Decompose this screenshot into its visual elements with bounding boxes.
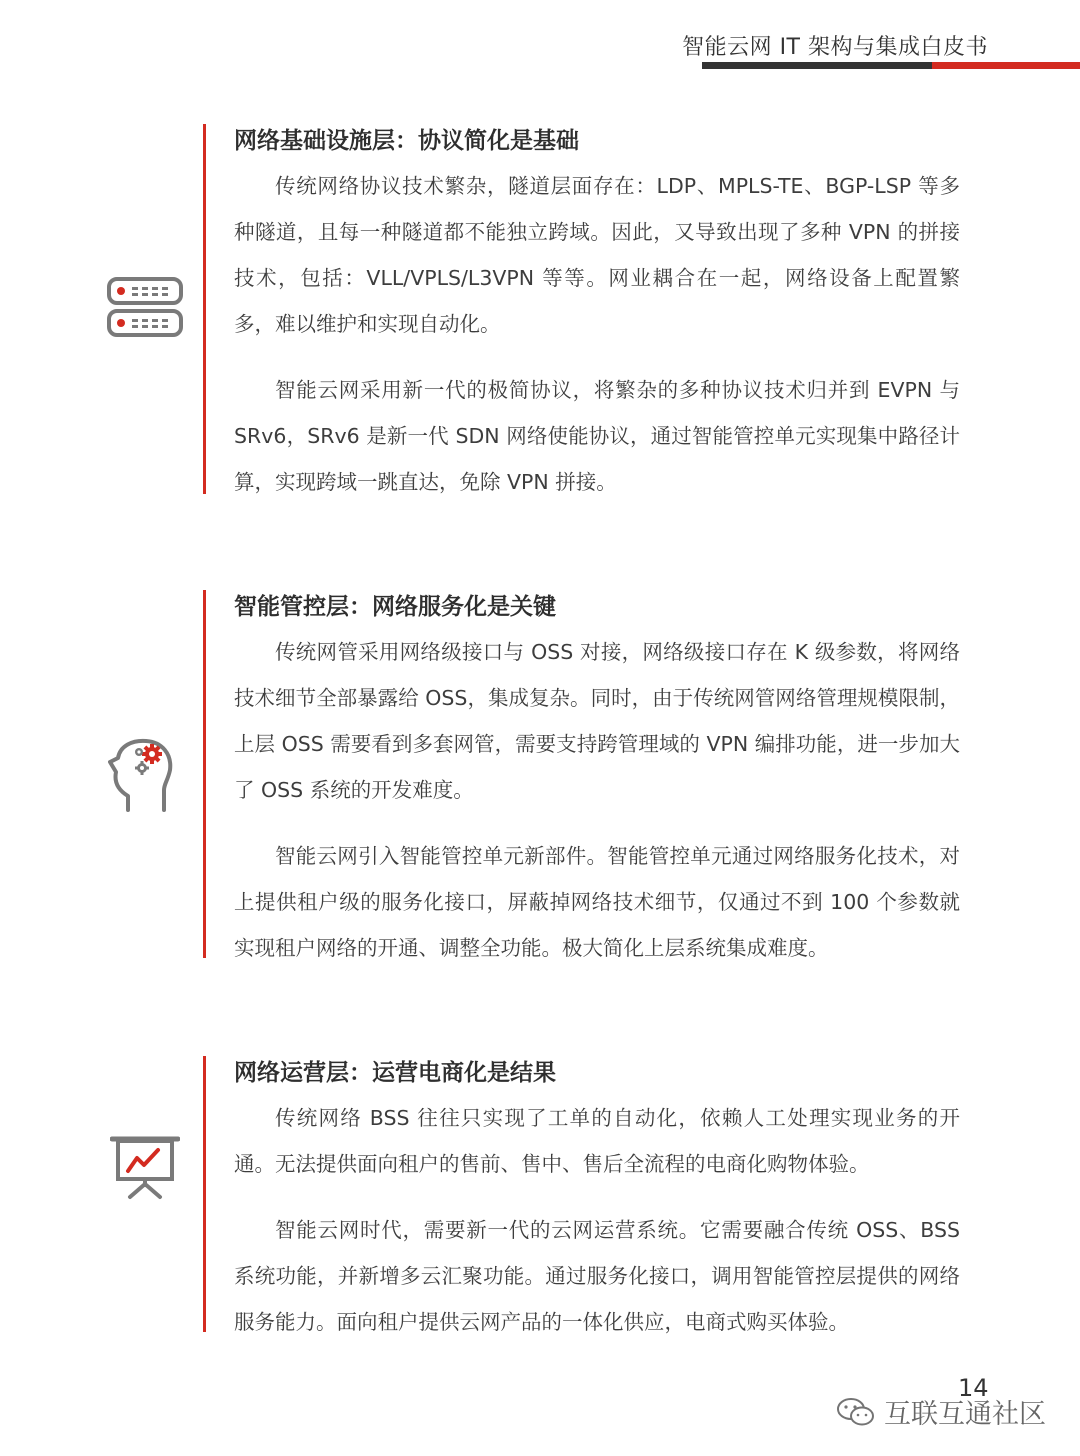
paragraph: 智能云网时代，需要新一代的云网运营系统。它需要融合传统 OSS、BSS 系统功能，并新增多云汇聚功能。通过服务化接口，调用智能管控层提供的网络服务能力。面向租户提供云网产品的一体化供应，电商式购买体验。 bbox=[234, 1218, 960, 1334]
head-gears-icon bbox=[108, 738, 178, 812]
presentation-chart-icon bbox=[110, 1134, 180, 1200]
watermark bbox=[836, 1392, 1046, 1431]
section-accent-line bbox=[203, 124, 206, 494]
section-accent-line bbox=[203, 590, 206, 958]
header-rule-red bbox=[932, 62, 1080, 69]
server-rack-icon bbox=[106, 276, 184, 340]
page-number: 14 bbox=[958, 1374, 989, 1402]
paragraph: 传统网络协议技术繁杂，隧道层面存在：LDP、MPLS-TE、BGP-LSP 等多种隧道，且每一种隧道都不能独立跨域。因此，又导致出现了多种 VPN 的拼接技术，包括：VLL/VPLS/L3VPN 等等。网业耦合在一起，网络设备上配置繁多，难以维护和实现自动化。 bbox=[234, 174, 960, 336]
paragraph: 传统网管采用网络级接口与 OSS 对接，网络级接口存在 K 级参数，将网络技术细节全部暴露给 OSS，集成复杂。同时，由于传统网管网络管理规模限制，上层 OSS 需要看到多套网管，需要支持跨管理域的 VPN 编排功能，进一步加大了 OSS 系统的开发难度。 bbox=[234, 640, 960, 802]
document-title: 智能云网 IT 架构与集成白皮书 bbox=[682, 35, 988, 60]
section-title: 网络运营层：运营电商化是结果 bbox=[234, 1060, 556, 1086]
section-title: 网络基础设施层：协议简化是基础 bbox=[234, 128, 579, 154]
section-title: 智能管控层：网络服务化是关键 bbox=[234, 594, 556, 620]
watermark-text: 互联互通社区 bbox=[884, 1399, 1046, 1430]
wechat-icon bbox=[836, 1396, 876, 1428]
section-accent-line bbox=[203, 1056, 206, 1332]
paragraph: 智能云网采用新一代的极简协议，将繁杂的多种协议技术归并到 EVPN 与 SRv6，SRv6 是新一代 SDN 网络使能协议，通过智能管控单元实现集中路径计算，实现跨域一跳直达，免除 VPN 拼接。 bbox=[234, 378, 960, 494]
header-rule-dark bbox=[702, 62, 932, 69]
paragraph: 智能云网引入智能管控单元新部件。智能管控单元通过网络服务化技术，对上提供租户级的服务化接口，屏蔽掉网络技术细节，仅通过不到 100 个参数就实现租户网络的开通、调整全功能。极大简化上层系统集成难度。 bbox=[234, 844, 960, 960]
paragraph: 传统网络 BSS 往往只实现了工单的自动化，依赖人工处理实现业务的开通。无法提供面向租户的售前、售中、售后全流程的电商化购物体验。 bbox=[234, 1106, 960, 1176]
